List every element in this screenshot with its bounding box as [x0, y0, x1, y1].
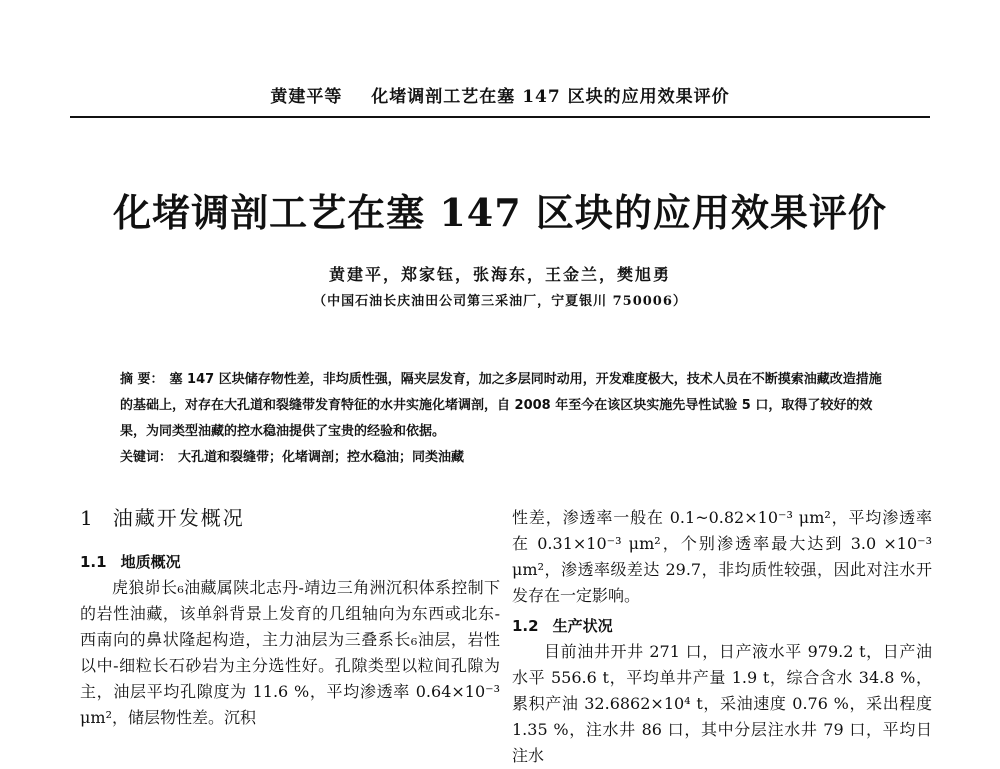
keywords-line	[120, 445, 890, 471]
right-paragraph-2: 目前油井开井 271 口，日产液水平 979.2 t，日产油水平 556.6 t，平均单井产量 1.9 t，综合含水 34.8 %，累积产油 32.6862×10⁴ t，采油速度 0.76 %，采出程度 1.35 %，注水井 86 口，其中分层注水井 79 口，平均日注水	[512, 642, 932, 765]
subsection-1-1-title: 地质概况	[120, 553, 181, 571]
abstract-label: 摘 要：	[120, 372, 164, 387]
section-1-title: 油藏开发概况	[112, 506, 245, 530]
section-1-heading	[80, 505, 500, 531]
subsection-1-2-title: 生产状况	[552, 617, 613, 635]
subsection-1-1-heading	[80, 549, 500, 575]
abstract-block	[120, 367, 890, 471]
running-head-authors: 黄建平等	[270, 87, 343, 107]
abstract-text: 塞 147 区块储存物性差，非均质性强，隔夹层发育，加之多层同时动用，开发难度极大，技术人员在不断摸索油藏改造措施的基础上，对存在大孔道和裂缝带发育特征的水井实施化堵调剖，自 2008 年至今在该区块实施先导性试验 5 口，取得了较好的效果，为同类型油藏的控水稳油提供了宝贵的经验和依据。	[120, 372, 882, 439]
keywords-label: 关键词：	[120, 450, 173, 465]
author-byline: 黄建平，郑家钰，张海东，王金兰，樊旭勇	[328, 265, 671, 284]
right-column	[512, 505, 932, 769]
right-paragraph-1: 性差，渗透率一般在 0.1~0.82×10⁻³ μm²，平均渗透率在 0.31×10⁻³ μm²，个别渗透率最大达到 3.0 ×10⁻³ μm²，渗透率级差达 29.7，非均质性较强，因此对注水开发存在一定影响。	[512, 508, 932, 605]
left-column	[80, 505, 500, 731]
left-paragraph: 虎狼峁长₆油藏属陕北志丹-靖边三角洲沉积体系控制下的岩性油藏，该单斜背景上发育的几组轴向为东西或北东-西南向的鼻状隆起构造，主力油层为三叠系长₆油层，岩性以中-细粒长石砂岩为主分选性好。孔隙类型以粒间孔隙为主，油层平均孔隙度为 11.6 %，平均渗透率 0.64×10⁻³ μm²，储层物性差。沉积	[80, 578, 500, 727]
subsection-1-2-number: 1.2	[512, 617, 539, 635]
header-rule	[70, 116, 930, 118]
running-head	[0, 82, 1000, 107]
running-head-title: 化堵调剖工艺在塞 147 区块的应用效果评价	[371, 87, 730, 107]
subsection-1-2-heading	[512, 613, 932, 639]
author-affiliation: （中国石油长庆油田公司第三采油厂，宁夏银川 750006）	[313, 294, 687, 309]
keywords-text: 大孔道和裂缝带；化堵调剖；控水稳油；同类油藏	[178, 450, 465, 465]
section-1-number: 1	[80, 506, 95, 530]
paper-title: 化堵调剖工艺在塞 147 区块的应用效果评价	[113, 190, 887, 235]
subsection-1-1-number: 1.1	[80, 553, 107, 571]
abstract-text-block	[120, 367, 890, 445]
